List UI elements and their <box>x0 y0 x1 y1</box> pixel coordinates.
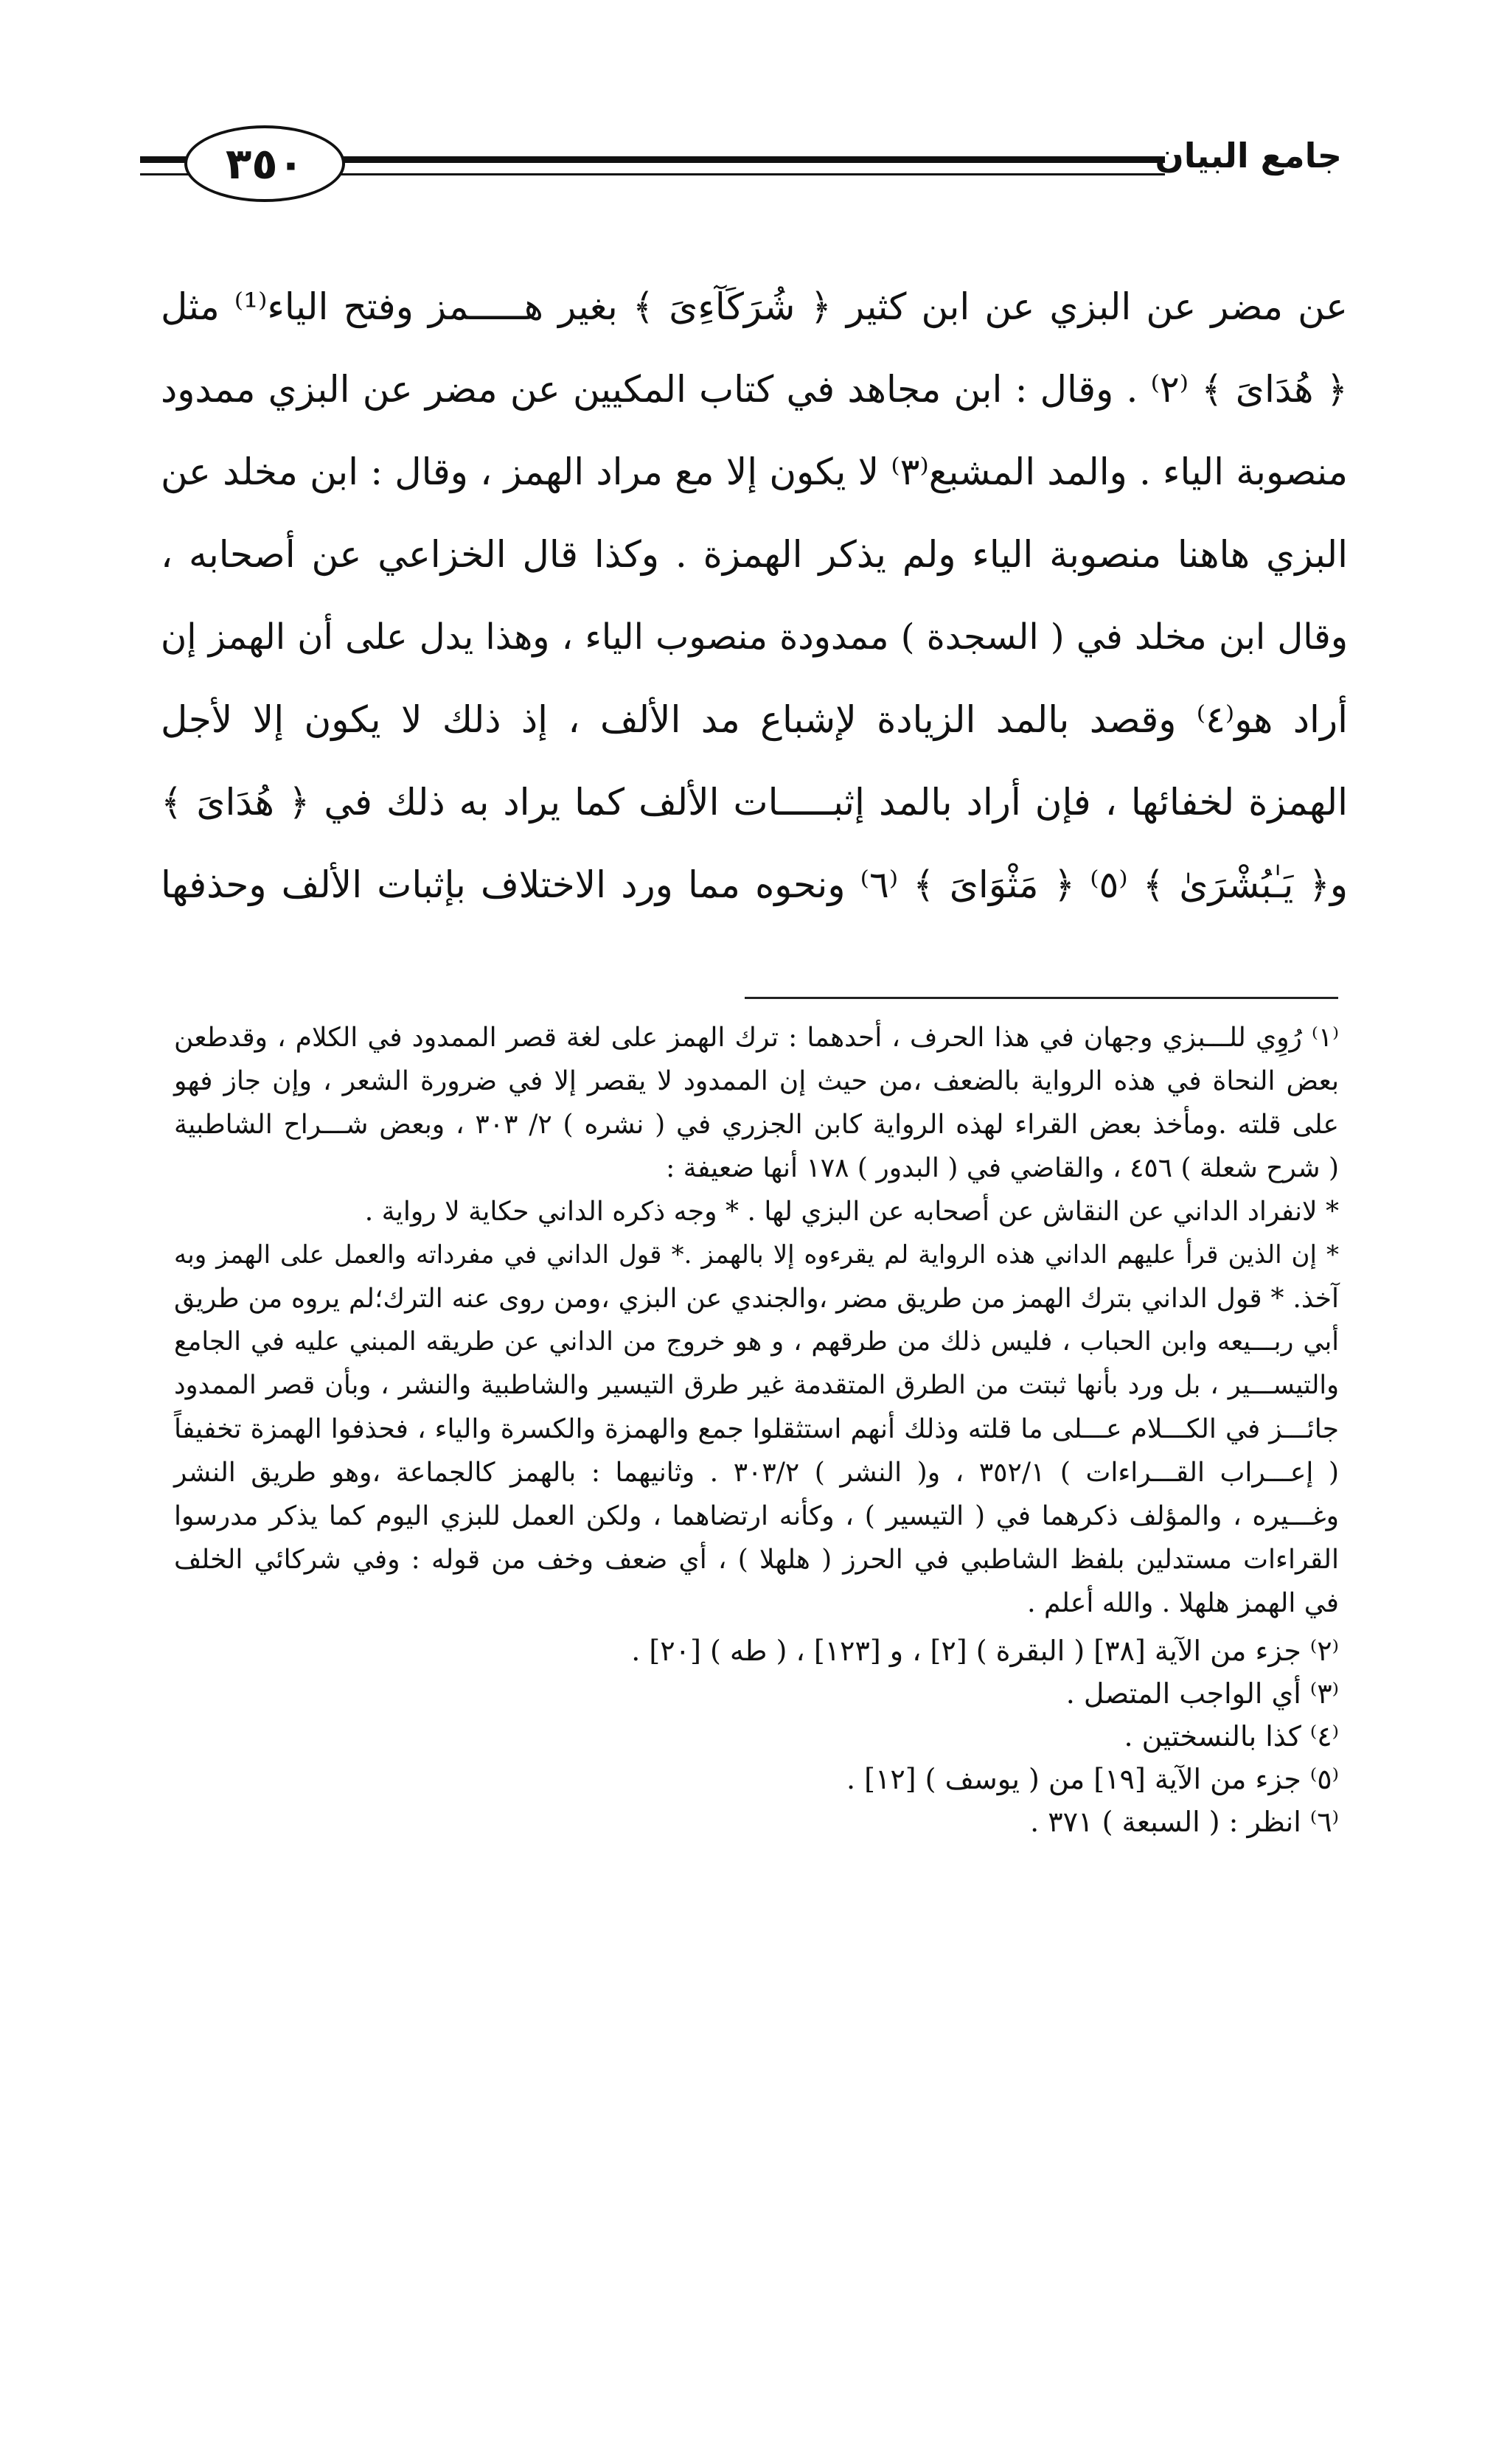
main-line: و﴿ يَـٰبُشْرَىٰ ﴾ ⁽٥⁾ ﴿ مَثْوَاىَ ﴾ ⁽٦⁾ ونحوه مما ورد الاختلاف بإثبات الألف وحذفها <box>161 863 1348 906</box>
footnote-item: ⁽٣⁾ أي الواجب المتصل . <box>1065 1677 1339 1710</box>
main-line: الهمزة لخفائها ، فإن أراد بالمد إثبـــــات الألف كما يراد به ذلك في ﴿ هُدَاىَ ﴾ <box>161 781 1348 824</box>
footnote-line: * إن الذين قرأ عليهم الداني هذه الرواية لم يقرءوه إلا بالهمز .* قول الداني في مفرداته والعمل على الهمز وبه <box>174 1240 1339 1270</box>
footnote-line: * لانفراد الداني عن النقاش عن أصحابه عن البزي لها . * وجه ذكره الداني حكاية لا رواية . <box>364 1197 1339 1227</box>
footnote-line: القراءات مستدلين بلفظ الشاطبي في الحرز ( هلهلا ) ، أي ضعف وخف من قوله : وفي شركائي الخلف <box>174 1545 1339 1575</box>
page-number: ٣٥٠ <box>184 125 345 202</box>
footnote-item: ⁽٥⁾ جزء من الآية [١٩] من ( يوسف ) [١٢] . <box>846 1763 1339 1795</box>
footnote-item: ⁽٤⁾ كذا بالنسختين . <box>1124 1720 1339 1753</box>
main-line: ﴿ هُدَاىَ ﴾ ⁽٢⁾ . وقال : ابن مجاهد في كتاب المكيين عن مضر عن البزي ممدود <box>161 368 1348 411</box>
main-line: وقال ابن مخلد في ( السجدة ) ممدودة منصوب الياء ، وهذا يدل على أن الهمز إن <box>161 616 1348 658</box>
main-text <box>161 265 1348 926</box>
footnote-line: في الهمز هلهلا . والله أعلم . <box>1027 1588 1339 1618</box>
footnote-line: ( إعـــراب القـــراءات ) ٣٥٢/١ ، و( النشر ) ٣٠٣/٢ . وثانيهما : بالهمز كالجماعة ،وهو طريق النشر <box>174 1458 1340 1488</box>
footnote-line: جائـــز في الكـــلام عـــلى ما قلته وذلك أنهم استثقلوا جمع والهمزة والكسرة والياء ، فحذفوا الهمزة تخفيفاً <box>174 1414 1339 1444</box>
footnote-line: بعض النحاة في هذه الرواية بالضعف ،من حيث إن الممدود لا يقصر إلا في ضرورة الشعر ، وإن جاز فهو <box>174 1066 1339 1096</box>
main-line: عن مضر عن البزي عن ابن كثير ﴿ شُرَكَآءِىَ ﴾ بغير هـــــمز وفتح الياء⁽¹⁾ مثل <box>161 285 1348 328</box>
running-title: جامع البيان <box>1155 136 1342 175</box>
page-header <box>140 125 1342 206</box>
footnote-line: ( شرح شعلة ) ٤٥٦ ، والقاضي في ( البدور ) ١٧٨ أنها ضعيفة : <box>666 1153 1339 1183</box>
footnote-line: أبي ربـــيعه وابن الحباب ، فليس ذلك من طرقهم ، و هو خروج من الداني عن طريقه المبني عليه في الجامع <box>174 1327 1339 1357</box>
footnote-line: على قلته .ومأخذ بعض القراء لهذه الرواية كابن الجزري في ( نشره ) ٢/ ٣٠٣ ، وبعض شـــراح الشاطبية <box>174 1110 1339 1140</box>
footnote-line: والتيســـير ، بل ورد بأنها ثبتت من الطرق المتقدمة غير طرق التيسير والشاطبية والنشر ، وبأن قصر الممدود <box>174 1371 1339 1400</box>
footnote-line: ⁽١⁾ رُوِي للـــبزي وجهان في هذا الحرف ، أحدهما : ترك الهمز على لغة قصر الممدود في الكلام ، وقدطعن <box>174 1023 1339 1053</box>
footnotes <box>174 1016 1339 1843</box>
main-line: أراد هو⁽٤⁾ وقصد بالمد الزيادة لإشباع مد الألف ، إذ ذلك لا يكون إلا لأجل <box>161 698 1348 741</box>
main-line: منصوبة الياء . والمد المشبع⁽٣⁾ لا يكون إلا مع مراد الهمز ، وقال : ابن مخلد عن <box>161 450 1349 493</box>
footnote-item: ⁽٦⁾ انظر : ( السبعة ) ٣٧١ . <box>1030 1806 1339 1838</box>
main-line: البزي هاهنا منصوبة الياء ولم يذكر الهمزة . وكذا قال الخزاعي عن أصحابه ، <box>161 533 1348 576</box>
header-rule <box>332 156 1165 175</box>
footnote-separator <box>745 997 1338 999</box>
footnote-item: ⁽٢⁾ جزء من الآية [٣٨] ( البقرة ) [٢] ، و [١٢٣] ، ( طه ) [٢٠] . <box>631 1635 1339 1667</box>
footnote-line: آخذ. * قول الداني بترك الهمز من طريق مضر ،والجندي عن البزي ،ومن روى عنه الترك؛لم يروه من طريق <box>174 1284 1339 1314</box>
footnote-line: وغـــيره ، والمؤلف ذكرهما في ( التيسير ) ، وكأنه ارتضاهما ، ولكن العمل للبزي اليوم كما يذكر مدرسوا <box>174 1501 1339 1531</box>
